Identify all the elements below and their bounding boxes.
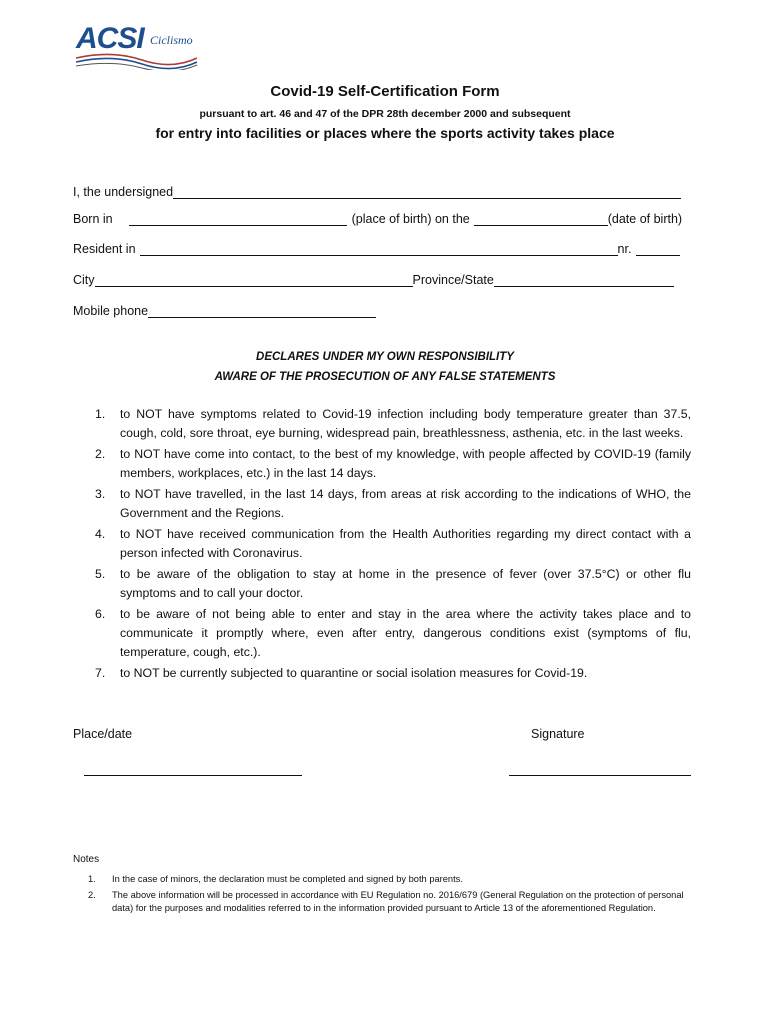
notes-title: Notes xyxy=(73,854,100,865)
form-subtitle: pursuant to art. 46 and 47 of the DPR 28th december 2000 and subsequent xyxy=(199,108,571,120)
statement-item xyxy=(95,525,691,563)
statement-number: 3. xyxy=(95,487,106,501)
city-row xyxy=(73,269,674,287)
statement-text: to NOT have travelled, in the last 14 days, from areas at risk according to the indications of WHO, the Government and the Regions. xyxy=(120,487,691,520)
svg-text:Ciclismo: Ciclismo xyxy=(150,33,193,47)
note-number: 2. xyxy=(88,889,96,900)
statement-text: to be aware of not being able to enter and stay in the area where the activity takes place and to communicate it promptly where, even after entry, dangerous conditions exist (symptoms of flu, temperature, cough, etc.). xyxy=(120,607,691,659)
statement-item xyxy=(95,445,691,483)
undersigned-field[interactable] xyxy=(173,186,681,199)
nr-label: nr. xyxy=(617,242,632,256)
undersigned-row xyxy=(73,181,681,199)
birth-row xyxy=(73,208,682,226)
statement-text: to NOT be currently subjected to quarantine or social isolation measures for Covid-19. xyxy=(120,666,588,680)
date-of-birth-label: (date of birth) xyxy=(607,212,683,226)
mobile-field[interactable] xyxy=(148,305,376,318)
resident-row xyxy=(73,238,680,256)
statement-text: to be aware of the obligation to stay at home in the presence of fever (over 37.5°C) or other flu symptoms and to call your doctor. xyxy=(120,567,691,600)
declaration-line-1: DECLARES UNDER MY OWN RESPONSIBILITY xyxy=(256,351,514,363)
province-label: Province/State xyxy=(412,273,494,287)
city-field[interactable] xyxy=(95,274,413,287)
nr-field[interactable] xyxy=(636,243,680,256)
acsi-ciclismo-logo xyxy=(72,20,202,70)
acsi-logo-graphic xyxy=(72,20,202,70)
statement-number: 2. xyxy=(95,447,106,461)
statement-item xyxy=(95,605,691,662)
statement-number: 6. xyxy=(95,607,106,621)
statement-text: to NOT have symptoms related to Covid-19 infection including body temperature greater than 37.5, cough, cold, sore throat, eye burning, widespread pain, breathlessness, asthenia, etc. in the last weeks. xyxy=(120,407,691,440)
statement-item xyxy=(95,664,691,683)
mobile-row xyxy=(73,300,376,318)
place-of-birth-label: (place of birth) on the xyxy=(351,212,470,226)
place-of-birth-field[interactable] xyxy=(129,213,347,226)
statement-number: 1. xyxy=(95,407,106,421)
statement-text: to NOT have received communication from the Health Authorities regarding my direct contact with a person infected with Coronavirus. xyxy=(120,527,691,560)
form-title: Covid-19 Self-Certification Form xyxy=(270,83,500,100)
place-date-field[interactable] xyxy=(84,774,302,776)
note-item xyxy=(88,873,688,887)
note-item xyxy=(88,889,688,916)
svg-text:ACSI: ACSI xyxy=(76,22,144,55)
province-field[interactable] xyxy=(494,274,674,287)
statement-text: to NOT have come into contact, to the best of my knowledge, with people affected by COVID-19 (family members, workplaces, etc.) in the last 14 days. xyxy=(120,447,691,480)
date-of-birth-field[interactable] xyxy=(474,213,608,226)
notes-list xyxy=(88,873,688,918)
statement-item xyxy=(95,485,691,523)
statement-item xyxy=(95,565,691,603)
resident-field[interactable] xyxy=(140,243,618,256)
note-text: The above information will be processed in accordance with EU Regulation no. 2016/679 (General Regulation on the protection of personal data) for the purposes and modalities referred to in the information provided pursuant to Article 13 of the aforementioned Regulation. xyxy=(112,889,684,913)
statement-list xyxy=(95,405,691,685)
place-date-label: Place/date xyxy=(73,727,133,741)
note-number: 1. xyxy=(88,874,96,884)
undersigned-label: I, the undersigned xyxy=(73,185,174,199)
signature-field[interactable] xyxy=(509,774,691,776)
signature-label: Signature xyxy=(531,727,585,741)
statement-number: 4. xyxy=(95,527,106,541)
city-label: City xyxy=(73,273,95,287)
statement-number: 5. xyxy=(95,567,106,581)
mobile-label: Mobile phone xyxy=(73,304,149,318)
statement-number: 7. xyxy=(95,666,106,680)
resident-label: Resident in xyxy=(73,242,136,256)
declaration-line-2: AWARE OF THE PROSECUTION OF ANY FALSE STATEMENTS xyxy=(214,371,556,383)
statement-item xyxy=(95,405,691,443)
note-text: In the case of minors, the declaration must be completed and signed by both parents. xyxy=(112,874,463,884)
form-purpose: for entry into facilities or places where the sports activity takes place xyxy=(155,125,615,141)
born-label: Born in xyxy=(73,212,113,226)
